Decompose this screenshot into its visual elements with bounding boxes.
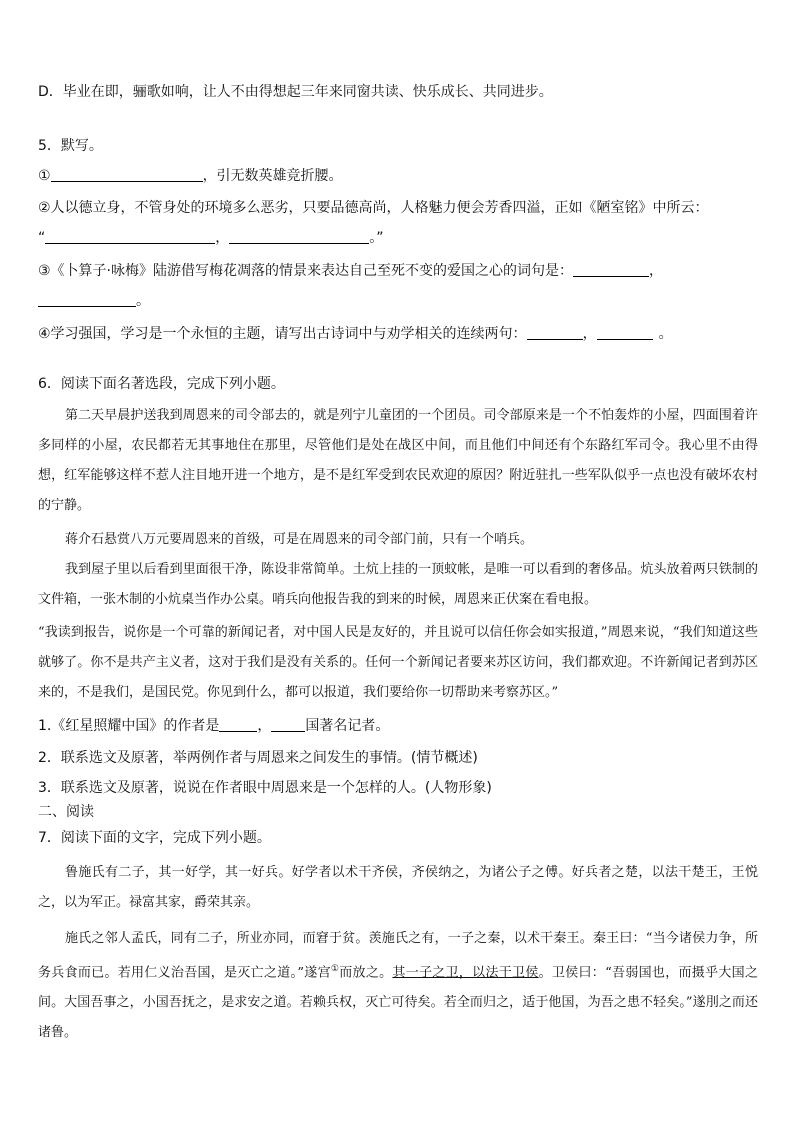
answer-blank[interactable] bbox=[271, 717, 305, 732]
period: 。 bbox=[658, 326, 673, 342]
q7-paragraph-2 bbox=[38, 924, 758, 1048]
q6-sub-question-1 bbox=[38, 716, 389, 736]
q5-item3-cont bbox=[38, 291, 150, 311]
answer-blank[interactable] bbox=[38, 292, 136, 307]
footnote-marker: ① bbox=[330, 964, 340, 974]
sub1-end: 国著名记者。 bbox=[305, 718, 390, 734]
q6-title: 6．阅读下面名著选段，完成下列小题。 bbox=[38, 376, 285, 392]
answer-blank[interactable] bbox=[45, 229, 215, 244]
section-2-heading: 二、阅读 bbox=[38, 804, 94, 820]
q5-item2-blanks bbox=[38, 228, 384, 248]
q7-paragraph-1: 鲁施氏有二子，其一好学，其一好兵。好学者以术干齐侯，齐侯纳之，为诸公子之傅。好兵者之楚，以法干楚王，王悦之，以为军正。禄富其家，爵荣其亲。 bbox=[38, 865, 758, 910]
q6-sub-question-3: 3．联系选文及原著，说说在作者眼中周恩来是一个怎样的人。(人物形象) bbox=[38, 780, 492, 796]
q7-title: 7．阅读下面的文字，完成下列小题。 bbox=[38, 830, 271, 846]
sub1-text: 1.《红星照耀中国》的作者是 bbox=[38, 718, 220, 734]
q6-sub-question-2: 2．联系选文及原著，举两例作者与周恩来之间发生的事情。(情节概述) bbox=[38, 750, 478, 766]
q5-item4 bbox=[38, 324, 673, 344]
q5-title: 5．默写。 bbox=[38, 138, 103, 154]
comma: ， bbox=[257, 718, 272, 734]
answer-blank[interactable] bbox=[229, 229, 369, 244]
item3-text: ③《卜算子·咏梅》陆游借写梅花凋落的情景来表达自己至死不变的爱国之心的词句是： bbox=[38, 263, 573, 279]
q5-item2: ②人以德立身，不管身处的环境多么恶劣，只要品德高尚，人格魅力便会芳香四溢，正如《陋室铭》中所云： bbox=[38, 200, 709, 216]
open-quote: “ bbox=[38, 230, 46, 246]
para2-part-a: 施氏之邻人孟氏，同有二子，所业亦同，而窘于贫。羡施氏之有，一子之秦，以术干秦王。秦王曰：“当今诸侯力争，所务兵食而已。若用仁义治吾国，是灭亡之道。”遂宫 bbox=[38, 931, 758, 981]
answer-blank[interactable] bbox=[219, 717, 257, 732]
q6-paragraph-1: 第二天早晨护送我到周恩来的司令部去的，就是列宁儿童团的一个团员。司令部原来是一个不怕轰炸的小屋，四面围着许多同样的小屋，农民都若无其事地住在那里，尽管他们是处在战区中间，而且他们中间还有个东路红军司令。我心里不由得想，红军能够这样不惹人注目地开进一个地方，是不是红军受到农民欢迎的原因？附近驻扎一些军队似乎一点也没有破坏农村的宁静。 bbox=[38, 408, 758, 513]
answer-blank[interactable] bbox=[51, 167, 203, 182]
answer-blank[interactable] bbox=[573, 262, 649, 277]
para2-part-c: 。卫侯曰：“吾弱国也，而摄乎大国之间。大国吾事之，小国吾抚之，是求安之道。若赖兵权，灭亡可待矣。若全而归之，适于他国，为吾之患不轻矣。”遂刖之而还诸鲁。 bbox=[38, 965, 758, 1041]
q6-paragraph-2: 蒋介石悬赏八万元要周恩来的首级，可是在周恩来的司令部门前，只有一个哨兵。 bbox=[65, 532, 534, 547]
para2-part-b: 而放之。 bbox=[339, 965, 393, 981]
answer-blank[interactable] bbox=[527, 325, 583, 340]
q6-paragraph-3: 我到屋子里以后看到里面很干净，陈设非常简单。土炕上挂的一顶蚊帐，是唯一可以看到的奢侈品。炕头放着两只铁制的文件箱，一张木制的小炕桌当作办公桌。哨兵向他报告我的到来的时候，周恩来正伏案在看电报。 bbox=[38, 562, 758, 607]
q4-option-d: D．毕业在即，骊歌如响，让人不由得想起三年来同窗共读、快乐成长、共同进步。 bbox=[38, 84, 553, 100]
item4-text: ④学习强国，学习是一个永恒的主题，请写出古诗词中与劝学相关的连续两句： bbox=[38, 326, 527, 342]
comma: ， bbox=[215, 230, 230, 246]
underlined-sentence: 其一子之卫，以法干卫侯 bbox=[392, 965, 539, 981]
q5-item1 bbox=[38, 166, 343, 186]
comma: ， bbox=[649, 263, 663, 279]
q6-paragraph-4: “我读到报告，说你是一个可靠的新闻记者，对中国人民是友好的，并且说可以信任你会如实报道，”周恩来说，“我们知道这些就够了。你不是共产主义者，这对于我们是没有关系的。任何一个新闻记者要来苏区访问，我们都欢迎。不许新闻记者到苏区来的，不是我们，是国民党。你见到什么，都可以报道，我们要给你一切帮助来考察苏区。” bbox=[38, 625, 758, 700]
close-quote: 。” bbox=[369, 230, 384, 246]
period: 。 bbox=[136, 293, 150, 309]
item1-suffix: ，引无数英雄竞折腰。 bbox=[202, 168, 343, 184]
answer-blank[interactable] bbox=[597, 325, 653, 340]
item1-prefix: ① bbox=[38, 168, 51, 184]
q5-item3 bbox=[38, 261, 663, 281]
comma: ， bbox=[582, 326, 597, 342]
